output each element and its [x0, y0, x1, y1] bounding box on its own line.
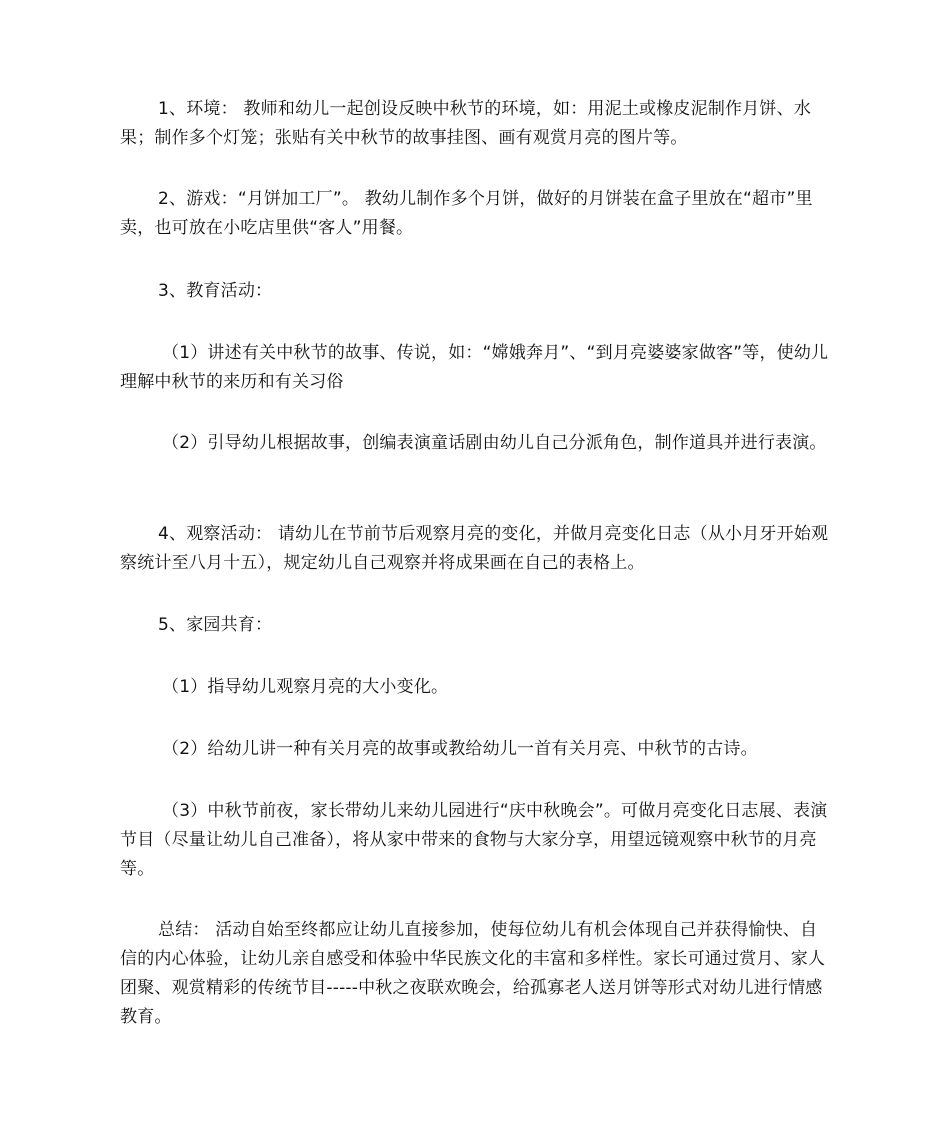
paragraph-environment: 1、环境： 教师和幼儿一起创设反映中秋节的环境，如：用泥土或橡皮泥制作月饼、水果；制作多个灯笼；张贴有关中秋节的故事挂图、画有观赏月亮的图片等。	[120, 99, 812, 148]
paragraph-home-school-item-1: （1）指导幼儿观察月亮的大小变化。	[162, 677, 449, 697]
paragraph-game: 2、游戏：“月饼加工厂”。 教幼儿制作多个月饼，做好的月饼装在盒子里放在“超市”里卖，也可放在小吃店里供“客人”用餐。	[120, 189, 813, 238]
paragraph-education-item-2: （2）引导幼儿根据故事，创编表演童话剧由幼儿自己分派角色，制作道具并进行表演。	[162, 433, 827, 453]
paragraph-observation: 4、观察活动： 请幼儿在节前节后观察月亮的变化，并做月亮变化日志（从小月牙开始观察统计至八月十五），规定幼儿自己观察并将成果画在自己的表格上。	[120, 524, 829, 573]
paragraph-home-school-heading: 5、家园共育：	[158, 615, 273, 635]
paragraph-home-school-item-3: （3）中秋节前夜，家长带幼儿来幼儿园进行“庆中秋晚会”。可做月亮变化日志展、表演节目（尽量让幼儿自己准备），将从家中带来的食物与大家分享，用望远镜观察中秋节的月亮等。	[120, 801, 828, 879]
paragraph-education-heading: 3、教育活动：	[158, 281, 273, 301]
paragraph-education-item-1: （1）讲述有关中秋节的故事、传说，如：“嫦娥奔月”、“到月亮婆婆家做客”等，使幼儿理解中秋节的来历和有关习俗	[120, 343, 829, 392]
paragraph-home-school-item-2: （2）给幼儿讲一种有关月亮的故事或教给幼儿一首有关月亮、中秋节的古诗。	[162, 739, 758, 759]
paragraph-summary: 总结： 活动自始至终都应让幼儿直接参加，使每位幼儿有机会体现自己并获得愉快、自信的内心体验，让幼儿亲自感受和体验中华民族文化的丰富和多样性。家长可通过赏月、家人团聚、观赏精彩的传统节目-----中秋之夜联欢晚会，给孤寡老人送月饼等形式对幼儿进行情感教育。	[120, 920, 826, 1027]
